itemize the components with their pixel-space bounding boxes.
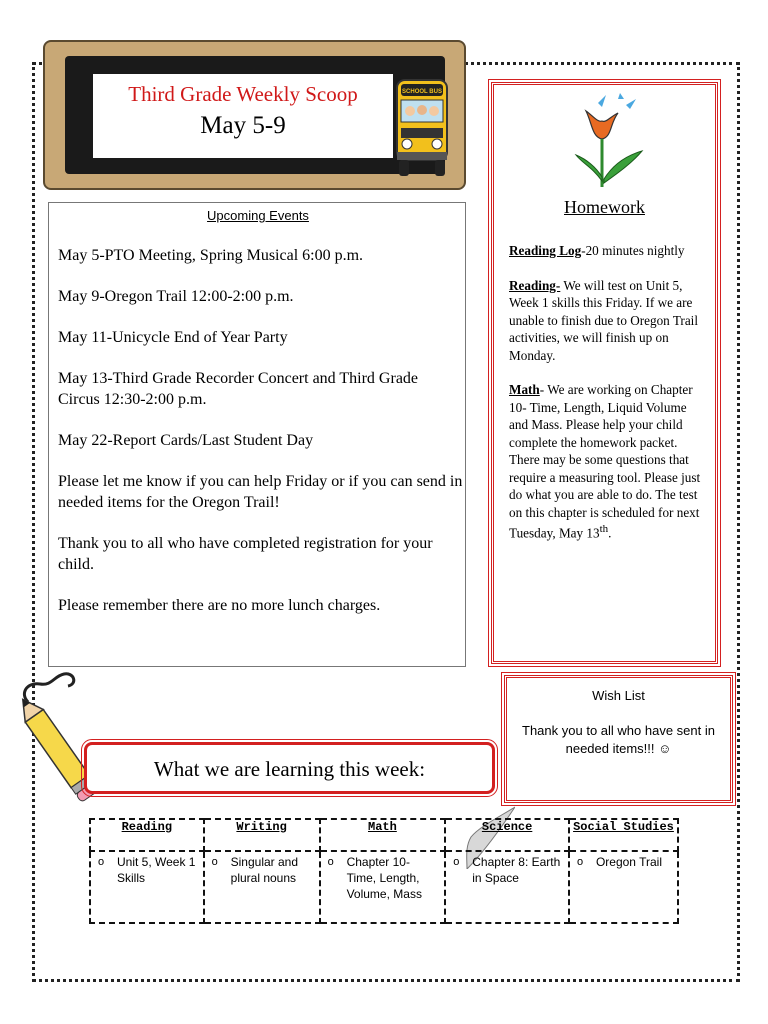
event-item: May 22-Report Cards/Last Student Day bbox=[58, 432, 314, 449]
newsletter-date: May 5-9 bbox=[200, 112, 286, 139]
homework-panel bbox=[491, 82, 718, 664]
table-cell bbox=[204, 851, 320, 923]
table-cell bbox=[90, 851, 204, 923]
event-item: May 11-Unicycle End of Year Party bbox=[58, 329, 288, 346]
event-note: Please let me know if you can help Friday or if you can send in needed items for the Oregon Trail! bbox=[58, 473, 463, 511]
cell-text: Singular and plural nouns bbox=[230, 855, 299, 885]
reading-log-label: Reading Log bbox=[509, 243, 582, 258]
math-end: . bbox=[608, 525, 612, 541]
column-header: Math bbox=[320, 819, 446, 851]
math-item bbox=[509, 381, 705, 542]
chalkboard bbox=[65, 56, 445, 174]
homework-body bbox=[509, 242, 705, 559]
column-header: Science bbox=[445, 819, 569, 851]
column-header: Writing bbox=[204, 819, 320, 851]
math-sup: th bbox=[599, 523, 609, 535]
cell-text: Unit 5, Week 1 Skills bbox=[117, 855, 196, 885]
homework-title: Homework bbox=[564, 197, 645, 217]
cell-text: Chapter 8: Earth in Space bbox=[472, 855, 561, 885]
school-bus-icon bbox=[393, 74, 451, 182]
reading-text: We will test on Unit 5, Week 1 skills this Friday. If we are unable to finish due to Oregon Trail activities, we will finish up on Monday. bbox=[509, 277, 699, 363]
event-item: May 9-Oregon Trail 12:00-2:00 p.m. bbox=[58, 288, 294, 305]
newsletter-title: Third Grade Weekly Scoop bbox=[128, 82, 358, 106]
bullet-icon: o bbox=[576, 856, 584, 868]
math-text: - We are working on Chapter 10- Time, Length, Liquid Volume and Mass. Please help your child complete the homework packet. There may be some questions that require a measuring tool. Please just do what you are able to do. The test on this chapter is scheduled for next Tuesday, May 13 bbox=[509, 382, 701, 541]
header-board bbox=[43, 40, 466, 190]
bullet-icon: o bbox=[211, 856, 218, 868]
column-header: Reading bbox=[90, 819, 204, 851]
wish-list-text: Thank you to all who have sent in needed items!!! ☺ bbox=[522, 723, 715, 756]
cell-text: Chapter 10- Time, Length, Volume, Mass bbox=[346, 855, 422, 901]
bus-sign: SCHOOL BUS bbox=[402, 89, 442, 95]
reading-item bbox=[509, 277, 705, 365]
header-panel bbox=[93, 74, 393, 158]
wish-list-panel bbox=[504, 675, 733, 803]
tulip-icon bbox=[562, 93, 648, 191]
table-row bbox=[90, 851, 678, 923]
reading-log-text: -20 minutes nightly bbox=[581, 243, 685, 258]
subjects-table bbox=[89, 818, 679, 924]
math-label: Math bbox=[509, 382, 540, 397]
column-header: Social Studies bbox=[569, 819, 678, 851]
events-list bbox=[58, 245, 463, 636]
bullet-icon: o bbox=[98, 856, 105, 868]
table-header-row bbox=[90, 819, 678, 851]
wish-list-title: Wish List bbox=[592, 688, 645, 703]
event-note: Thank you to all who have completed registration for your child. bbox=[58, 535, 433, 573]
table-cell bbox=[569, 851, 678, 923]
events-title: Upcoming Events bbox=[207, 208, 309, 223]
event-note: Please remember there are no more lunch charges. bbox=[58, 597, 381, 614]
reading-label: Reading- bbox=[509, 277, 561, 293]
learning-title: What we are learning this week: bbox=[153, 757, 426, 781]
upcoming-events-panel bbox=[48, 202, 466, 667]
event-item: May 5-PTO Meeting, Spring Musical 6:00 p.m. bbox=[58, 247, 364, 264]
learning-banner bbox=[84, 742, 495, 794]
cell-text: Oregon Trail bbox=[595, 855, 662, 869]
bullet-icon: o bbox=[327, 856, 334, 868]
table-cell bbox=[320, 851, 446, 923]
bullet-icon: o bbox=[453, 856, 460, 868]
event-item: May 13-Third Grade Recorder Concert and Third Grade Circus 12:30-2:00 p.m. bbox=[58, 370, 419, 408]
table-cell bbox=[445, 851, 569, 923]
reading-log-item bbox=[509, 242, 705, 260]
